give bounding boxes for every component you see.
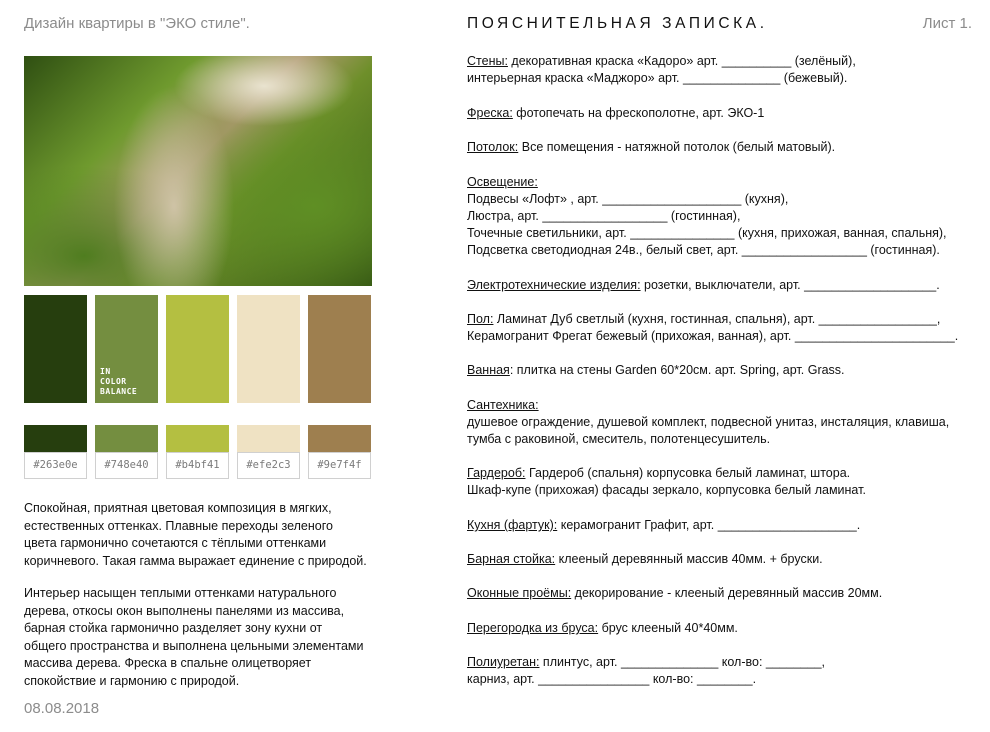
- palette-swatch-small: [95, 425, 158, 452]
- spec-line: Потолок: Все помещения - натяжной потолок (белый матовый).: [467, 140, 836, 154]
- palette-swatch-large: [308, 295, 371, 403]
- spec-line: Гардероб: Гардероб (спальня) корпусовка белый ламинат, штора.: [467, 466, 851, 480]
- spec-line: Перегородка из бруса: брус клееный 40*40мм.: [467, 621, 738, 635]
- palette-swatch-large: [237, 295, 300, 403]
- palette-swatch-large: [166, 295, 229, 403]
- spec-line: Подсветка светодиодная 24в., белый свет, арт. __________________ (гостинная).: [467, 243, 940, 257]
- spec-line: тумба с раковиной, смеситель, полотенцесушитель.: [467, 432, 771, 446]
- spec-line: Шкаф-купе (прихожая) фасады зеркало, корпусовка белый ламинат.: [467, 483, 866, 497]
- palette-swatch-large: [24, 295, 87, 403]
- palette-hex-label: #efe2c3: [237, 452, 300, 479]
- document-date: 08.08.2018: [24, 700, 100, 717]
- palette-swatch-small: [308, 425, 371, 452]
- spec-line: Полиуретан: плинтус, арт. ______________ кол-во: ________,: [467, 655, 825, 669]
- spec-line: Ванная: плитка на стены Garden 60*20см. арт. Spring, арт. Grass.: [467, 363, 845, 377]
- description-paragraph-2: Интерьер насыщен теплыми оттенками натурального дерева, откосы окон выполнены панелями из массива, барная стойка гармонично разделяет зону кухни от общего пространства и выполнена цельными элементами массива дерева. Фреска в спальне олицетворяет спокойствие и гармонию с природой.: [24, 586, 364, 688]
- spec-line: карниз, арт. ________________ кол-во: ________.: [467, 672, 757, 686]
- spec-line: Освещение:: [467, 175, 538, 189]
- spec-line: Подвесы «Лофт» , арт. ____________________ (кухня),: [467, 192, 789, 206]
- palette-hex-label: #9e7f4f: [308, 452, 371, 479]
- spec-line: интерьерная краска «Маджоро» арт. ______________ (бежевый).: [467, 71, 848, 85]
- spec-line: Стены: декоративная краска «Кадоро» арт. __________ (зелёный),: [467, 54, 856, 68]
- spec-line: Барная стойка: клееный деревянный массив 40мм. + бруски.: [467, 552, 823, 566]
- explanatory-note-title: ПОЯСНИТЕЛЬНАЯ ЗАПИСКА.: [467, 15, 768, 32]
- palette-hex-label: #b4bf41: [166, 452, 229, 479]
- palette-swatch-small: [24, 425, 87, 452]
- brand-logo-mark: IN COLOR BALANCE: [100, 367, 138, 396]
- palette-hex-label: #748e40: [95, 452, 158, 479]
- spec-line: Пол: Ламинат Дуб светлый (кухня, гостинная, спальня), арт. _________________,: [467, 312, 941, 326]
- sheet-number: Лист 1.: [922, 15, 972, 32]
- spec-line: Керамогранит Фрегат бежевый (прихожая, ванная), арт. _______________________.: [467, 329, 959, 343]
- left-page-title: Дизайн квартиры в "ЭКО стиле".: [24, 15, 250, 32]
- spec-line: душевое ограждение, душевой комплект, подвесной унитаз, инсталяция, клавиша,: [467, 415, 950, 429]
- description-paragraph-1: Спокойная, приятная цветовая композиция в мягких, естественных оттенках. Плавные переходы зеленого цвета гармонично сочетаются с тёплыми оттенками коричневого. Такая гамма выражает единение с природой.: [24, 501, 367, 568]
- palette-swatch-small: [237, 425, 300, 452]
- nature-photo: [24, 56, 372, 286]
- spec-line: Точечные светильники, арт. _______________ (кухня, прихожая, ванная, спальня),: [467, 226, 947, 240]
- spec-line: Сантехника:: [467, 398, 539, 412]
- spec-line: Электротехнические изделия: розетки, выключатели, арт. ___________________.: [467, 278, 940, 292]
- palette-hex-label: #263e0e: [24, 452, 87, 479]
- spec-line: Люстра, арт. __________________ (гостинная),: [467, 209, 741, 223]
- palette-swatch-small: [166, 425, 229, 452]
- spec-line: Оконные проёмы: декорирование - клееный деревянный массив 20мм.: [467, 586, 883, 600]
- spec-line: Фреска: фотопечать на фрескополотне, арт. ЭКО-1: [467, 106, 765, 120]
- spec-line: Кухня (фартук): керамогранит Графит, арт. ____________________.: [467, 518, 861, 532]
